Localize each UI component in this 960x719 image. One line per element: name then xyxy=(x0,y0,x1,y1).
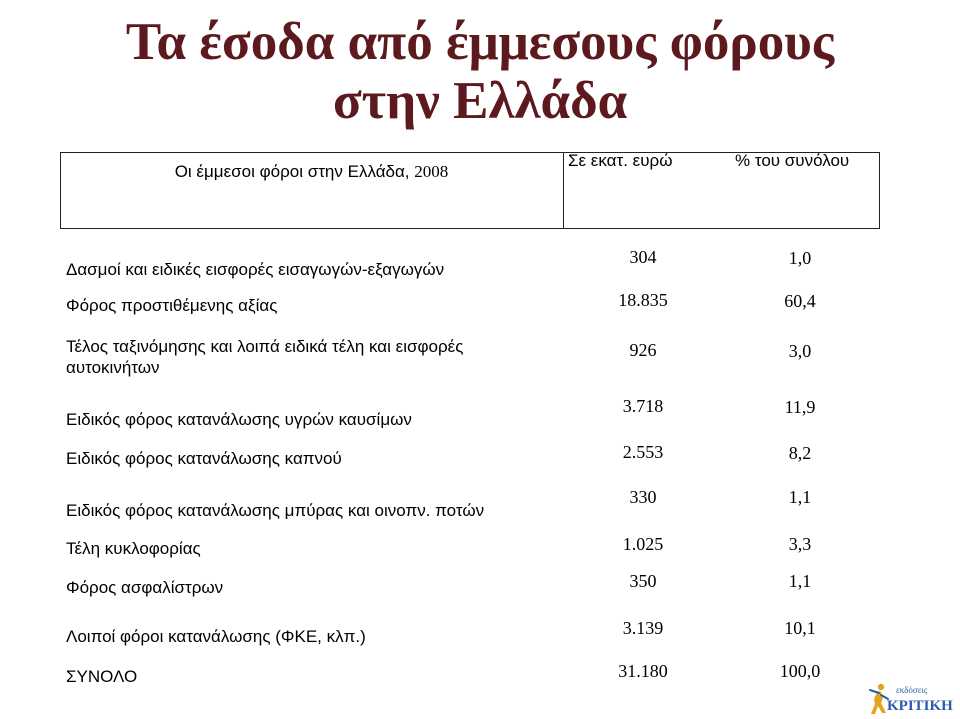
table-row xyxy=(60,288,880,318)
row-amount: 31.180 xyxy=(618,661,668,681)
table-row xyxy=(60,616,880,649)
row-label: Ειδικός φόρος κατανάλωσης καπνού xyxy=(66,449,342,468)
table-row xyxy=(60,569,880,600)
row-percent: 60,4 xyxy=(784,291,816,311)
row-amount: 926 xyxy=(629,340,657,360)
row-percent: 1,1 xyxy=(788,571,812,591)
row-amount: 350 xyxy=(629,571,657,591)
row-amount: 3.139 xyxy=(622,618,664,638)
row-label: Τέλος ταξινόμησης και λοιπά ειδικά τέλη και εισφορές αυτοκινήτων xyxy=(66,337,464,377)
row-amount: 3.718 xyxy=(622,396,664,416)
table-header-year: 2008 xyxy=(414,162,449,181)
table-header-label xyxy=(60,162,563,182)
row-percent: 1,1 xyxy=(788,487,812,507)
row-label: Τέλη κυκλοφορίας xyxy=(66,539,201,558)
row-percent: 11,9 xyxy=(784,397,816,417)
table-row-total xyxy=(60,659,880,689)
row-amount: 330 xyxy=(629,487,657,507)
row-amount: 18.835 xyxy=(618,290,668,310)
row-amount: 304 xyxy=(629,247,657,267)
slide-title-line-1: Τα έσοδα από έμμεσους φόρους xyxy=(125,13,835,71)
slide-title-line-2: στην Ελλάδα xyxy=(332,72,628,130)
row-amount: 2.553 xyxy=(622,442,664,462)
row-percent: 3,0 xyxy=(788,341,812,361)
logo-name: ΚΡΙΤΙΚΗ xyxy=(887,698,953,714)
row-amount: 1.025 xyxy=(622,534,664,554)
row-label: Ειδικός φόρος κατανάλωσης υγρών καυσίμων xyxy=(66,410,412,429)
table-row xyxy=(60,532,880,561)
row-label: Δασμοί και ειδικές εισφορές εισαγωγών-εξαγωγών xyxy=(66,260,445,279)
row-percent: 1,0 xyxy=(788,248,812,268)
row-percent: 10,1 xyxy=(784,618,816,638)
table-row xyxy=(60,245,880,282)
row-label: Ειδικός φόρος κατανάλωσης μπύρας και οινοπν. ποτών xyxy=(66,501,485,520)
row-percent: 3,3 xyxy=(788,534,812,554)
row-label: Φόρος ασφαλίστρων xyxy=(66,578,224,597)
row-percent: 8,2 xyxy=(788,443,812,463)
table-header-divider xyxy=(563,152,564,229)
row-label: Φόρος προστιθέμενης αξίας xyxy=(66,296,278,315)
table-header-label-text: Οι έμμεσοι φόροι στην Ελλάδα, xyxy=(174,162,410,181)
table-row xyxy=(60,334,880,380)
column-header-percent: % του συνόλου xyxy=(735,151,850,170)
column-header-amount: Σε εκατ. ευρώ xyxy=(568,151,673,170)
row-label: ΣΥΝΟΛΟ xyxy=(66,667,138,686)
row-percent: 100,0 xyxy=(779,661,821,681)
table-row xyxy=(60,485,880,523)
table-row xyxy=(60,440,880,471)
table-row xyxy=(60,394,880,432)
logo-subtitle: εκδόσεις xyxy=(896,685,928,695)
row-label: Λοιποί φόροι κατανάλωσης (ΦΚΕ, κλπ.) xyxy=(66,627,366,646)
